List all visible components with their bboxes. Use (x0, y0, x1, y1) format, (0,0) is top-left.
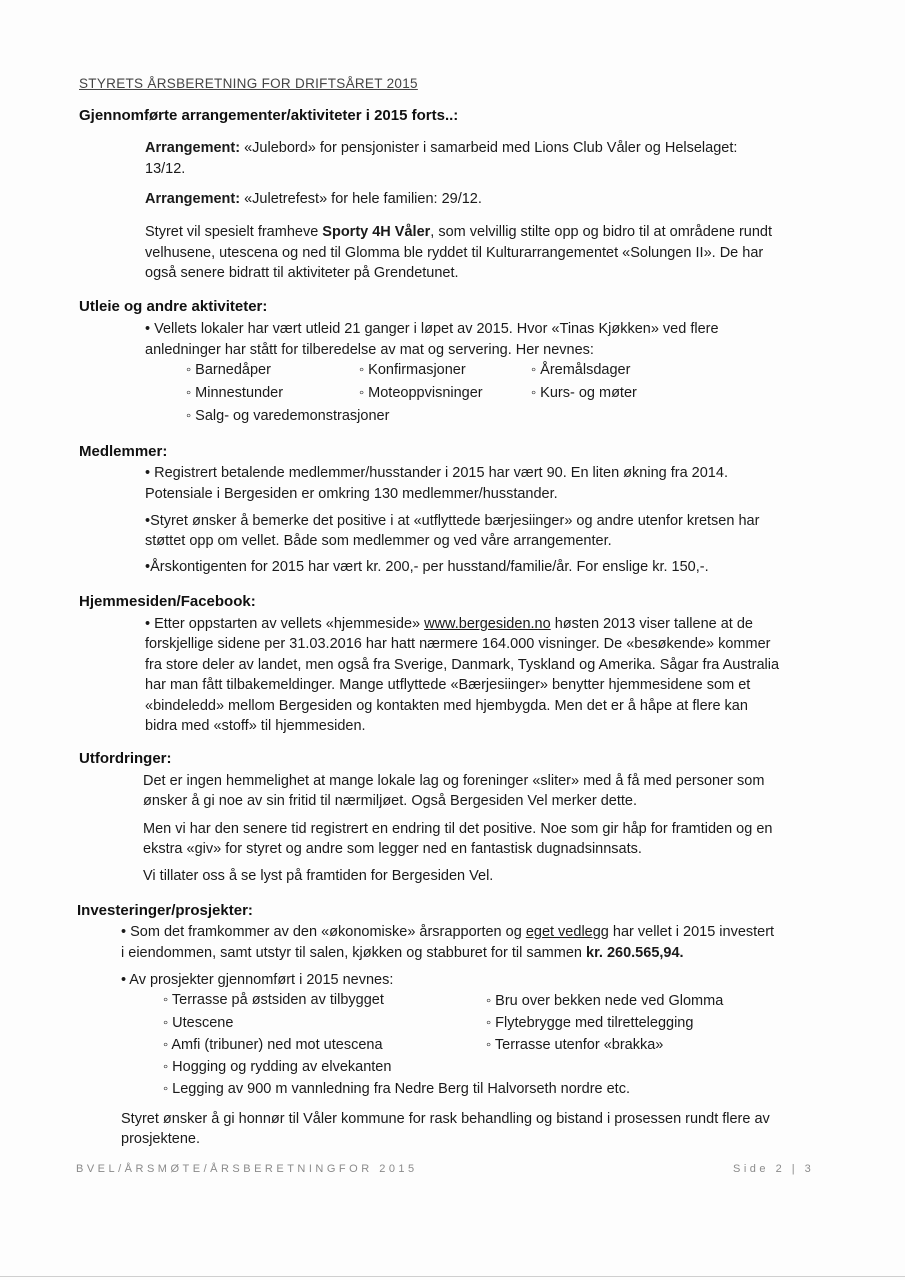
utfordringer-line4: ekstra «giv» for styret og andre som legger ned en fantastisk dugnadsinnsats. (143, 841, 642, 857)
project-item: ◦ Amfi (tribuner) ned mot utescena (163, 1037, 383, 1053)
medlemmer-line2: Potensiale i Bergesiden er omkring 130 medlemmer/husstander. (145, 486, 558, 502)
bullet-label: Arrangement: (145, 191, 241, 207)
list-item: ◦ Kurs- og møter (531, 385, 637, 401)
section-heading-hjemmesiden: Hjemmesiden/Facebook: (79, 593, 256, 610)
hjemmeside-line4: har man fått tilbakemeldinger. Mange utflyttede «Bærjesiinger» benytter hjemmesidene som et (145, 677, 751, 693)
utfordringer-line3: Men vi har den senere tid registrert en endring til det positive. Noe som gir håp for framtiden og en (143, 821, 773, 837)
text: i eiendommen, samt utstyr til salen, kjøkken og stabburet for til sammen (121, 945, 586, 961)
list-item: ◦ Åremålsdager (531, 362, 631, 378)
project-item: ◦ Hogging og rydding av elvekanten (163, 1059, 392, 1075)
text: • Som det framkommer av den «økonomiske» årsrapporten og (121, 924, 526, 940)
text: , som velvillig stilte opp og bidro til at områdene rundt (430, 224, 773, 240)
list-item: ◦ Moteoppvisninger (359, 385, 483, 401)
medlemmer-line1: • Registrert betalende medlemmer/husstander i 2015 har vært 90. En liten økning fra 2014. (145, 465, 728, 481)
list-item: ◦ Minnestunder (186, 385, 284, 401)
arrangement-julebord (145, 138, 737, 159)
project-item: ◦ Utescene (163, 1015, 234, 1031)
hjemmeside-line2: forskjellige sidene per 31.03.2016 har hatt nærmere 164.000 visninger. De «besøkende» kommer (145, 636, 771, 652)
section-heading-arrangementer: Gjennomførte arrangementer/aktiviteter i 2015 forts..: (79, 107, 459, 124)
project-item: ◦ Terrasse utenfor «brakka» (486, 1037, 664, 1053)
utfordringer-line1: Det er ingen hemmelighet at mange lokale lag og foreninger «sliter» med å få med personer som (143, 773, 765, 789)
utleie-line2: anledninger har stått for tilberedelse av mat og servering. Her nevnes: (145, 342, 594, 358)
arrangement-juletrefest (145, 189, 482, 210)
sporty-paragraph-line1 (145, 222, 772, 243)
arrangement-julebord-date: 13/12. (145, 161, 186, 177)
sporty-paragraph-line2: velhusene, utescena og ned til Glomma ble ryddet til Kulturarrangementet «Solungen II». De har (145, 245, 764, 261)
sporty-paragraph-line3: også senere bidratt til aktiviteter på Grendetunet. (145, 265, 459, 281)
closing-line1: Styret ønsker å gi honnør til Våler kommune for rask behandling og bistand i prosessen rundt flere av (121, 1111, 770, 1127)
footer-page-number: Side 2 | 3 (733, 1163, 815, 1175)
section-heading-investeringer: Investeringer/prosjekter: (77, 902, 253, 919)
text: Styret vil spesielt framheve (145, 224, 323, 240)
project-item: ◦ Bru over bekken nede ved Glomma (486, 993, 724, 1009)
list-item: ◦ Konfirmasjoner (359, 362, 466, 378)
bullet-label: Arrangement: (145, 140, 241, 156)
medlemmer-line3: •Styret ønsker å bemerke det positive i at «utflyttede bærjesiinger» og andre utenfor kretsen har (145, 513, 760, 529)
text: har vellet i 2015 investert (608, 924, 775, 940)
footer-document-id: BVEL/ÅRSMØTE/ÅRSBERETNINGFOR 2015 (76, 1163, 418, 1175)
list-item: ◦ Salg- og varedemonstrasjoner (186, 408, 390, 424)
project-item: ◦ Flytebrygge med tilrettelegging (486, 1015, 694, 1031)
section-heading-utfordringer: Utfordringer: (79, 750, 172, 767)
investeringer-line3: • Av prosjekter gjennomført i 2015 nevnes: (121, 972, 394, 988)
hjemmeside-line3: fra store deler av landet, men også fra Sverige, Danmark, Tyskland og Amerika. Sågar fra Australia (145, 657, 780, 673)
medlemmer-line5: •Årskontigenten for 2015 har vært kr. 200,- per husstand/familie/år. For enslige kr. 150,-. (145, 559, 709, 575)
attachment-reference: eget vedlegg (525, 924, 609, 940)
utfordringer-line2: ønsker å gi noe av sin fritid til nærmiljøet. Også Bergesiden Vel merker dette. (143, 793, 638, 809)
total-amount: kr. 260.565,94. (586, 945, 684, 961)
hjemmeside-line6: bidra med «stoff» til hjemmesiden. (145, 718, 366, 734)
utleie-line1: • Vellets lokaler har vært utleid 21 ganger i løpet av 2015. Hvor «Tinas Kjøkken» ved flere (145, 321, 719, 337)
bullet-text: «Juletrefest» for hele familien: 29/12. (244, 191, 482, 207)
text: høsten 2013 viser tallene at de (550, 616, 753, 632)
medlemmer-line4: støttet opp om vellet. Både som medlemmer og ved våre arrangementer. (145, 533, 612, 549)
project-item: ◦ Terrasse på østsiden av tilbygget (163, 992, 384, 1008)
hjemmeside-line1 (145, 614, 753, 635)
section-heading-utleie: Utleie og andre aktiviteter: (79, 298, 268, 315)
hjemmeside-line5: «bindeledd» mellom Bergesiden og kontakten med hjembygda. Men det er å håpe at flere kan (145, 698, 748, 714)
list-item: ◦ Barnedåper (186, 362, 271, 378)
website-link[interactable]: www.bergesiden.no (424, 616, 551, 632)
text: • Etter oppstarten av vellets «hjemmeside» (145, 616, 425, 632)
scan-edge-divider (0, 1276, 905, 1277)
document-title: STYRETS ÅRSBERETNING FOR DRIFTSÅRET 2015 (79, 76, 418, 91)
utfordringer-line5: Vi tillater oss å se lyst på framtiden for Bergesiden Vel. (143, 868, 494, 884)
closing-line2: prosjektene. (121, 1131, 200, 1147)
section-heading-medlemmer: Medlemmer: (79, 443, 168, 460)
investeringer-line1 (121, 922, 774, 943)
project-item: ◦ Legging av 900 m vannledning fra Nedre Berg til Halvorseth nordre etc. (163, 1081, 630, 1097)
bullet-text: «Julebord» for pensjonister i samarbeid med Lions Club Våler og Helselaget: (244, 140, 738, 156)
bold-text: Sporty 4H Våler (322, 224, 431, 240)
investeringer-line2 (121, 943, 684, 964)
